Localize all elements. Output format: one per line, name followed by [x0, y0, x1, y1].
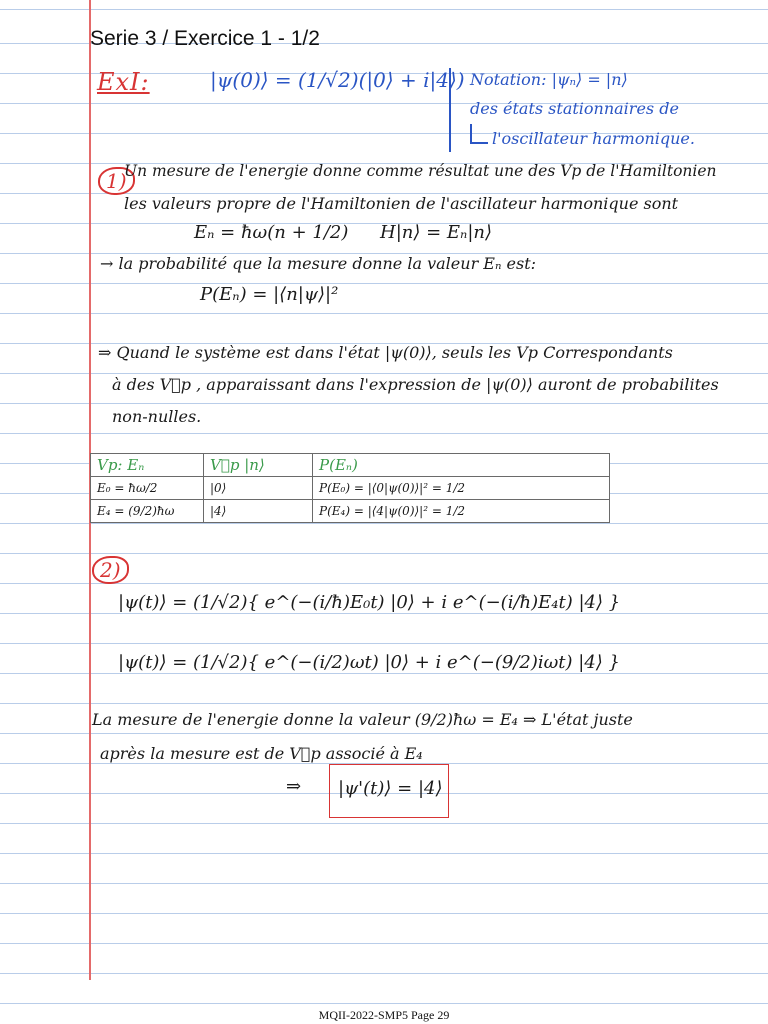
page-footer: MQII-2022-SMP5 Page 29	[318, 1008, 450, 1022]
energy-eigenvalue-equation: Eₙ = ħω(n + 1/2)	[194, 222, 349, 243]
part-2-number: 2)	[92, 556, 129, 584]
part-1-line-2: les valeurs propre de l'Hamiltonien de l'ascillateur harmonique sont	[124, 194, 679, 213]
time-evolution-equation-2: |ψ(t)⟩ = (1/√2){ e^(−(i/2)ωt) |0⟩ + i e^(−(9/2)iωt) |4⟩ }	[118, 652, 620, 673]
part-1-line-4: ⇒ Quand le système est dans l'état |ψ(0)⟩, seuls les Vp Correspondants	[98, 343, 673, 362]
part-2-line-2: après la mesure est de V⃗p associé à E₄	[100, 744, 423, 763]
eigenvalue-probability-table	[90, 453, 610, 523]
table-cell-eigenvalue: E₀ = ħω/2	[91, 477, 204, 500]
part-1-line-5: à des V⃗p , apparaissant dans l'expression de |ψ(0)⟩ auront de probabilites	[112, 375, 719, 394]
table-row	[91, 500, 610, 523]
probability-equation: P(Eₙ) = |⟨n|ψ⟩|²	[200, 284, 339, 305]
page-title: Serie 3 / Exercice 1 - 1/2	[90, 27, 320, 50]
time-evolution-equation-1: |ψ(t)⟩ = (1/√2){ e^(−(i/ħ)E₀t) |0⟩ + i e^(−(i/ħ)E₄t) |4⟩ }	[118, 592, 621, 613]
table-cell-eigenvector: |0⟩	[204, 477, 313, 500]
part-1-line-3: → la probabilité que la mesure donne la valeur Eₙ est:	[100, 254, 537, 273]
table-header-row	[91, 454, 610, 477]
table-header-eigenvalue: Vp: Eₙ	[91, 454, 204, 477]
table-header-probability: P(Eₙ)	[313, 454, 610, 477]
table-cell-probability: P(E₀) = |⟨0|ψ(0)⟩|² = 1/2	[313, 477, 610, 500]
notation-line-1: Notation: |ψₙ⟩ = |n⟩	[470, 70, 628, 89]
hamiltonian-equation: H|n⟩ = Eₙ|n⟩	[380, 222, 493, 243]
notation-line-3: l'oscillateur harmonique.	[492, 129, 695, 148]
table-cell-eigenvalue: E₄ = (9/2)ħω	[91, 500, 204, 523]
notation-hook	[470, 124, 488, 144]
exercise-label: ExI:	[97, 68, 150, 96]
part-2-line-1: La mesure de l'energie donne la valeur (9/2)ħω = E₄ ⇒ L'état juste	[92, 710, 633, 729]
final-state-result: |ψ'(t)⟩ = |4⟩	[338, 778, 443, 799]
notation-line-2: des états stationnaires de	[470, 99, 679, 118]
table-header-eigenvector: V⃗p |n⟩	[204, 454, 313, 477]
part-1-line-1: Un mesure de l'energie donne comme résultat une des Vp de l'Hamiltonien	[124, 162, 717, 180]
implies-arrow: ⇒	[286, 776, 302, 797]
part-1-number: 1)	[98, 167, 135, 195]
table-cell-probability: P(E₄) = |⟨4|ψ(0)⟩|² = 1/2	[313, 500, 610, 523]
table-cell-eigenvector: |4⟩	[204, 500, 313, 523]
initial-state-equation: |ψ(0)⟩ = (1/√2)(|0⟩ + i|4⟩)	[210, 68, 465, 92]
part-1-line-6: non-nulles.	[112, 407, 202, 426]
notation-bracket	[449, 68, 461, 152]
table-row	[91, 477, 610, 500]
